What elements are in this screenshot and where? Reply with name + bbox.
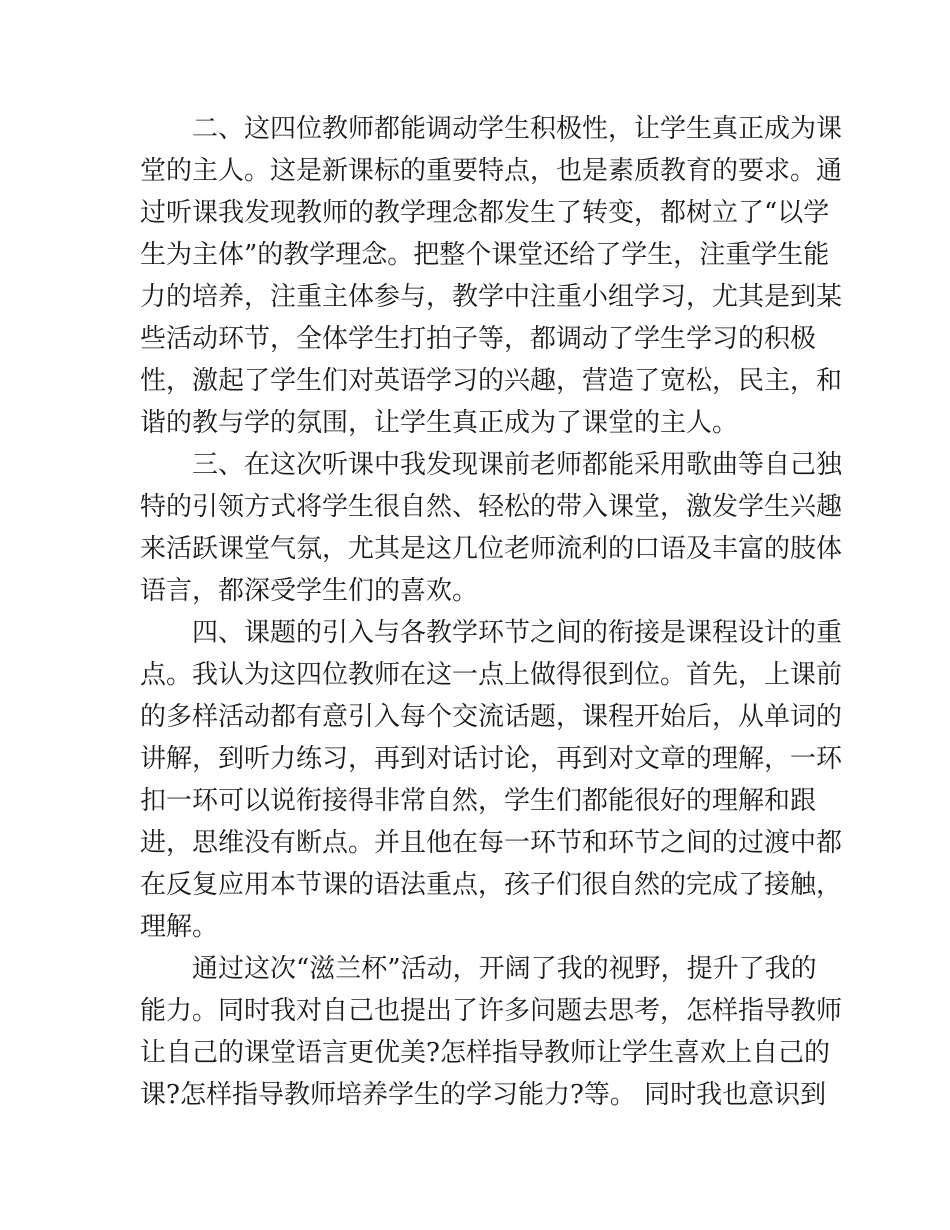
text-line: 能力。同时我对自己也提出了许多问题去思考，怎样指导教师 bbox=[140, 996, 843, 1026]
text-line: 生为主体”的教学理念。把整个课堂还给了学生，注重学生能 bbox=[140, 240, 830, 270]
text-line: 理解。 bbox=[140, 912, 219, 942]
text-line: 二、这四位教师都能调动学生积极性，让学生真正成为课 bbox=[192, 114, 843, 144]
paragraph-conclusion bbox=[140, 948, 843, 1116]
text-line: 语言，都深受学生们的喜欢。 bbox=[140, 576, 479, 606]
text-line: 谐的教与学的氛围，让学生真正成为了课堂的主人。 bbox=[140, 408, 739, 438]
text-line: 课?怎样指导教师培养学生的学习能力?等。 同时我也意识到 bbox=[140, 1080, 827, 1110]
paragraph-4 bbox=[140, 612, 843, 948]
text-line: 通过这次“滋兰杯”活动，开阔了我的视野，提升了我的 bbox=[192, 954, 817, 984]
paragraph-2 bbox=[140, 108, 843, 444]
paragraph-3 bbox=[140, 444, 843, 612]
text-line: 让自己的课堂语言更优美?怎样指导教师让学生喜欢上自己的 bbox=[140, 1038, 830, 1068]
text-line: 讲解，到听力练习，再到对话讨论，再到对文章的理解，一环 bbox=[140, 744, 843, 774]
text-line: 来活跃课堂气氛，尤其是这几位老师流利的口语及丰富的肢体 bbox=[140, 534, 843, 564]
text-line: 力的培养，注重主体参与，教学中注重小组学习，尤其是到某 bbox=[140, 282, 843, 312]
text-line: 点。我认为这四位教师在这一点上做得很到位。首先，上课前 bbox=[140, 660, 843, 690]
text-line: 特的引领方式将学生很自然、轻松的带入课堂，激发学生兴趣 bbox=[140, 492, 843, 522]
text-line: 些活动环节，全体学生打拍子等，都调动了学生学习的积极 bbox=[140, 324, 817, 354]
text-line: 的多样活动都有意引入每个交流话题，课程开始后，从单词的 bbox=[140, 702, 843, 732]
document-body bbox=[140, 108, 843, 1116]
text-line: 三、在这次听课中我发现课前老师都能采用歌曲等自己独 bbox=[192, 450, 843, 480]
text-line: 性，激起了学生们对英语学习的兴趣，营造了宽松，民主，和 bbox=[140, 366, 843, 396]
text-line: 四、课题的引入与各教学环节之间的衔接是课程设计的重 bbox=[192, 618, 843, 648]
text-line: 在反复应用本节课的语法重点，孩子们很自然的完成了接触， bbox=[140, 870, 843, 900]
text-line: 进，思维没有断点。并且他在每一环节和环节之间的过渡中都 bbox=[140, 828, 843, 858]
text-line: 过听课我发现教师的教学理念都发生了转变，都树立了“以学 bbox=[140, 198, 830, 228]
text-line: 扣一环可以说衔接得非常自然，学生们都能很好的理解和跟 bbox=[140, 786, 817, 816]
text-line: 堂的主人。这是新课标的重要特点，也是素质教育的要求。通 bbox=[140, 156, 843, 186]
